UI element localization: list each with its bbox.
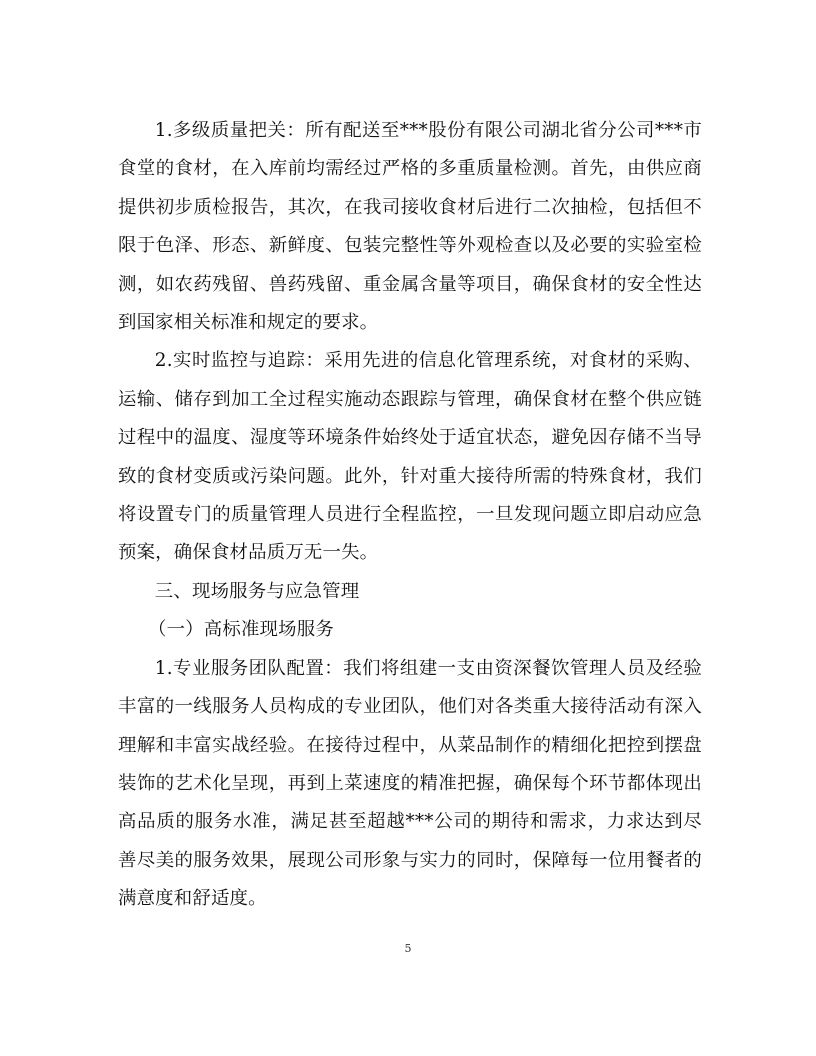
- paragraph-quality-control: 1.多级质量把关：所有配送至***股份有限公司湖北省分公司***市食堂的食材，在入库前均需经过严格的多重质量检测。首先，由供应商提供初步质检报告，其次，在我司接收食材后进行二次抽检，包括但不限于色泽、形态、新鲜度、包装完整性等外观检查以及必要的实验室检测，如农药残留、兽药残留、重金属含量等项目，确保食材的安全性达到国家相关标准和规定的要求。: [118, 120, 702, 334]
- document-body: [118, 112, 702, 919]
- section-heading: 三、现场服务与应急管理: [154, 580, 360, 602]
- subsection-heading: （一）高标准现场服务: [148, 619, 334, 641]
- paragraph-realtime-monitoring: 2.实时监控与追踪：采用先进的信息化管理系统，对食材的采购、运输、储存到加工全过程实施动态跟踪与管理，确保食材在整个供应链过程中的温度、湿度等环境条件始终处于适宜状态，避免因存储不当导致的食材变质或污染问题。此外，针对重大接待所需的特殊食材，我们将设置专门的质量管理人员进行全程监控，一旦发现问题立即启动应急预案，确保食材品质万无一失。: [118, 350, 702, 564]
- page-number: 5: [404, 942, 412, 955]
- paragraph-service-team: 1.专业服务团队配置：我们将组建一支由资深餐饮管理人员及经验丰富的一线服务人员构成的专业团队，他们对各类重大接待活动有深入理解和丰富实战经验。在接待过程中，从菜品制作的精细化把控到摆盘装饰的艺术化呈现，再到上菜速度的精准把握，确保每个环节都体现出高品质的服务水准，满足甚至超越***公司的期待和需求，力求达到尽善尽美的服务效果，展现公司形象与实力的同时，保障每一位用餐者的满意度和舒适度。: [118, 657, 702, 910]
